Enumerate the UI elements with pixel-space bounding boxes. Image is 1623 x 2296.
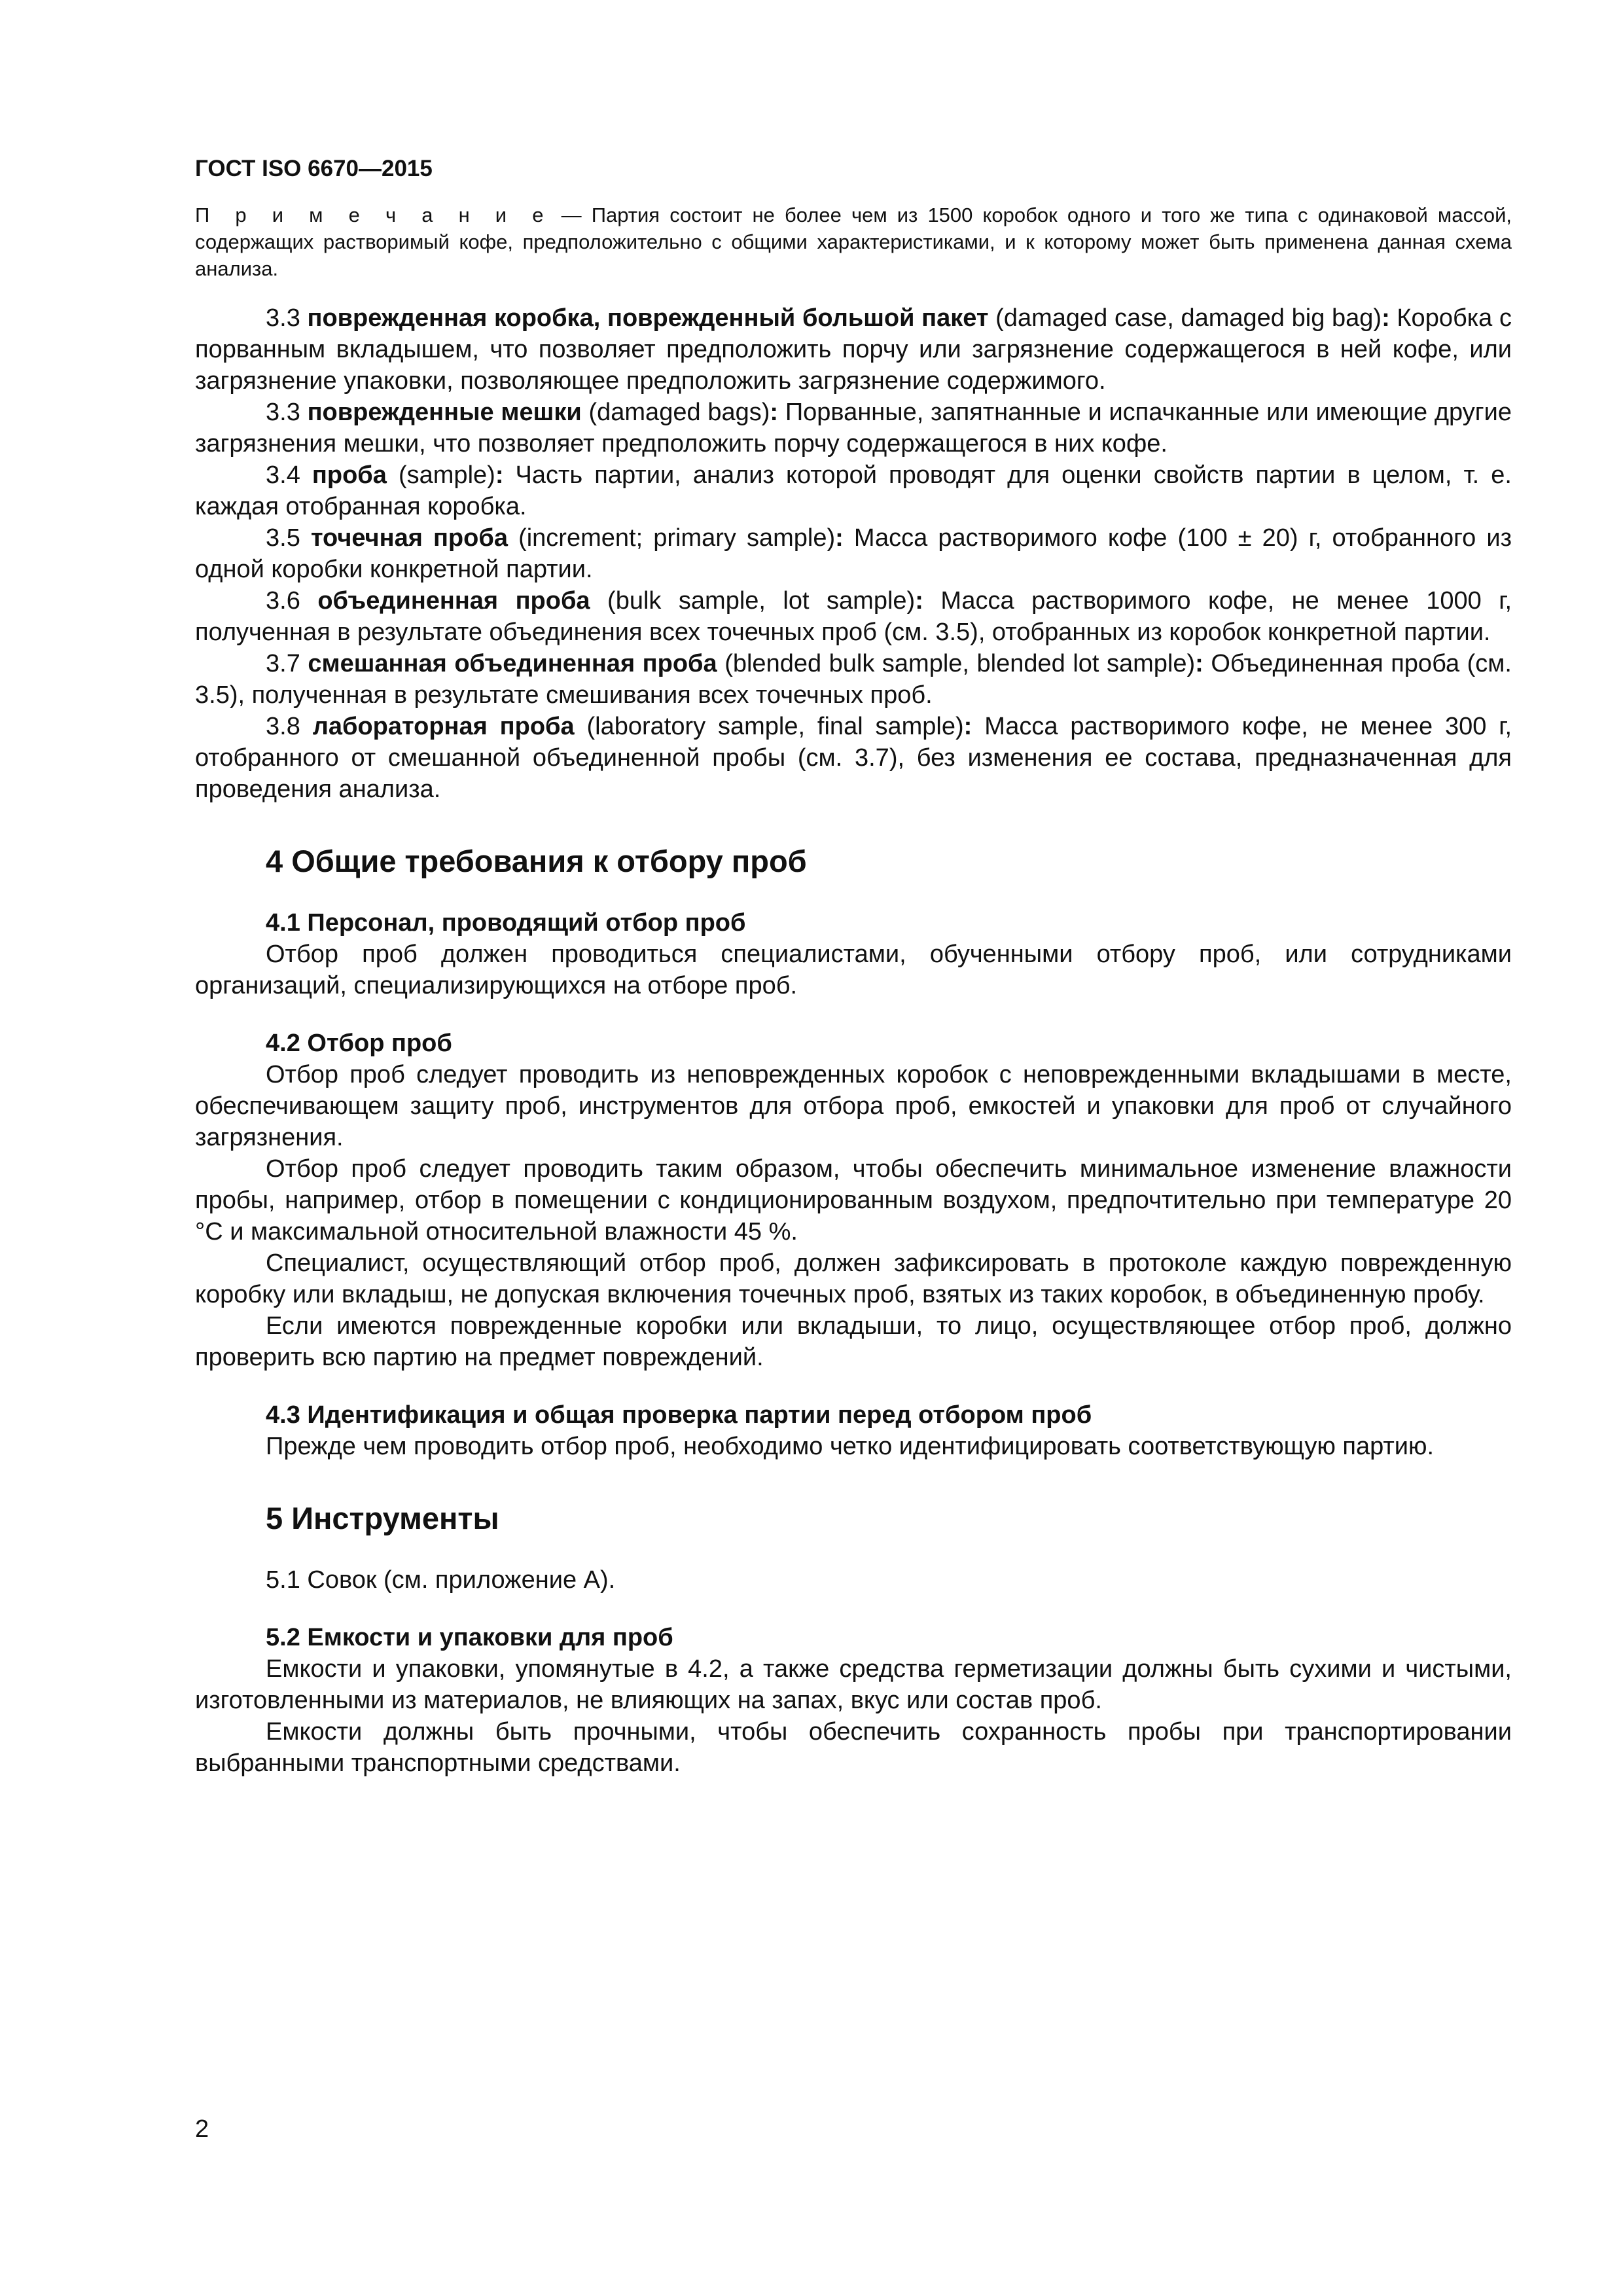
- note-paragraph: [195, 202, 1512, 282]
- term-3-3-case: 3.3 поврежденная коробка, поврежденный большой пакет (damaged case, damaged big bag): Коробка с порванным вкладышем, что позволяет предположить порчу или загрязнение содержащегося в ней кофе, или загрязнение упаковки, позволяющее предположить загрязнение содержимого.: [195, 304, 1512, 395]
- term-3-4: 3.4 проба (sample): Часть партии, анализ которой проводят для оценки свойств партии в целом, т. е. каждая отобранная коробка.: [195, 461, 1512, 520]
- paragraph: 5.1 Совок (см. приложение А).: [266, 1566, 616, 1594]
- note-text: — Партия состоит не более чем из 1500 коробок одного и того же типа с одинаковой массой, содержащих растворимый кофе, предположительно с общими характеристиками, и к которому может быть применена данная схема анализа.: [195, 204, 1512, 280]
- paragraph: Отбор проб должен проводиться специалистами, обученными отбору проб, или сотрудниками организаций, специализирующихся на отборе проб.: [195, 941, 1512, 999]
- subsection-4-3-heading: 4.3 Идентификация и общая проверка партии перед отбором проб: [266, 1401, 1092, 1429]
- paragraph: Емкости и упаковки, упомянутые в 4.2, а также средства герметизации должны быть сухими и чистыми, изготовленными из материалов, не влияющих на запах, вкус или состав проб.: [195, 1655, 1512, 1714]
- section-4-heading: 4 Общие требования к отбору проб: [266, 844, 807, 878]
- paragraph: Отбор проб следует проводить таким образом, чтобы обеспечить минимальное изменение влажности пробы, например, отбор в помещении с кондиционированным воздухом, предпочтительно при температуре 20 °С и максимальной относительной влажности 45 %.: [195, 1155, 1512, 1246]
- term-name: поврежденная коробка, поврежденный большой пакет: [307, 304, 989, 332]
- paragraph: Емкости должны быть прочными, чтобы обеспечить сохранность пробы при транспортировании выбранными транспортными средствами.: [195, 1718, 1512, 1777]
- paragraph: Отбор проб следует проводить из неповрежденных коробок с неповрежденными вкладышами в месте, обеспечивающем защиту проб, инструментов для отбора проб, емкостей и упаковки для проб от случайного загрязнения.: [195, 1061, 1512, 1151]
- term-name: точечная проба: [310, 524, 508, 552]
- term-3-3-bags: 3.3 поврежденные мешки (damaged bags): Порванные, запятнанные и испачканные или имеющие другие загрязнения мешки, что позволяет предположить порчу содержащегося в них кофе.: [195, 399, 1512, 457]
- document-body: [195, 302, 1512, 1779]
- note-label: П р и м е ч а н и е: [195, 204, 552, 226]
- term-name: объединенная проба: [317, 587, 590, 615]
- subsection-4-1-heading: 4.1 Персонал, проводящий отбор проб: [266, 909, 746, 937]
- term-3-7: 3.7 смешанная объединенная проба (blended bulk sample, blended lot sample): Объединенная проба (см. 3.5), полученная в результате смешивания всех точечных проб.: [195, 650, 1512, 709]
- term-3-5: 3.5 точечная проба (increment; primary sample): Масса растворимого кофе (100 ± 20) г, отобранного из одной коробки конкретной партии.: [195, 524, 1512, 583]
- document-header: ГОСТ ISO 6670—2015: [195, 156, 433, 181]
- term-name: поврежденные мешки: [307, 399, 582, 426]
- subsection-5-2-heading: 5.2 Емкости и упаковки для проб: [266, 1624, 673, 1651]
- page-number: 2: [195, 2115, 209, 2143]
- paragraph: Специалист, осуществляющий отбор проб, должен зафиксировать в протоколе каждую поврежденную коробку или вкладыш, не допуская включения точечных проб, взятых из таких коробок, в объединенную пробу.: [195, 1249, 1512, 1308]
- subsection-4-2-heading: 4.2 Отбор проб: [266, 1030, 452, 1057]
- paragraph: Если имеются поврежденные коробки или вкладыши, то лицо, осуществляющее отбор проб, должно проверить всю партию на предмет повреждений.: [195, 1312, 1512, 1371]
- paragraph: Прежде чем проводить отбор проб, необходимо четко идентифицировать соответствующую партию.: [266, 1433, 1435, 1460]
- term-3-6: 3.6 объединенная проба (bulk sample, lot sample): Масса растворимого кофе, не менее 1000 г, полученная в результате объединения всех точечных проб (см. 3.5), отобранных из коробок конкретной партии.: [195, 587, 1512, 646]
- section-5-heading: 5 Инструменты: [266, 1501, 499, 1535]
- term-name: проба: [312, 461, 387, 489]
- term-name: смешанная объединенная проба: [308, 650, 717, 677]
- term-name: лабораторная проба: [312, 713, 575, 740]
- term-3-8: 3.8 лабораторная проба (laboratory sample, final sample): Масса растворимого кофе, не менее 300 г, отобранного от смешанной объединенной пробы (см. 3.7), без изменения ее состава, предназначенная для проведения анализа.: [195, 713, 1512, 803]
